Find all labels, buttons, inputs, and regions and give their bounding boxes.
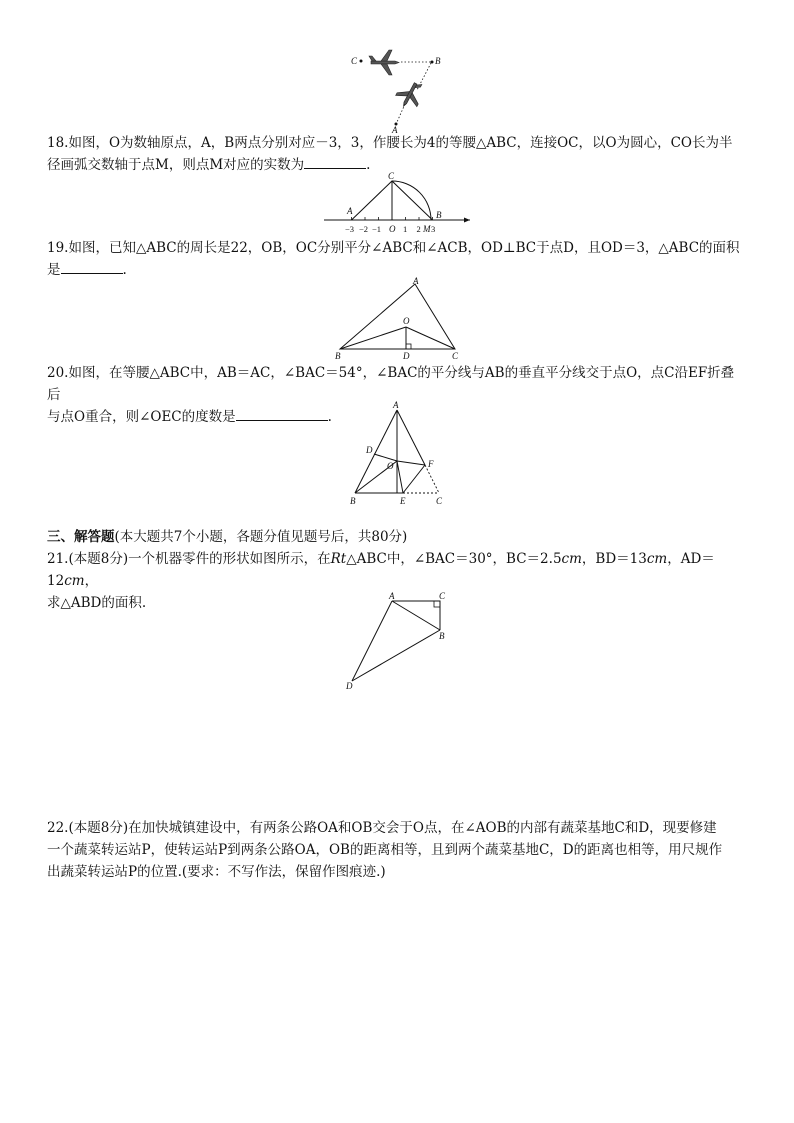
triangle-incenter-figure <box>330 274 470 364</box>
label-a: A <box>389 591 395 601</box>
airplane-icon <box>393 76 427 112</box>
question-22-line3: 出蔬菜转运站P的位置.(要求：不写作法，保留作图痕迹.) <box>47 864 386 880</box>
label-a: A <box>347 206 353 216</box>
label-b: B <box>350 496 356 506</box>
question-20-line1: 20.如图，在等腰△ABC中，AB＝AC，∠BAC＝54°，∠BAC的平分线与AB的垂直平分线交于点O，点C沿EF折叠后 <box>47 365 735 403</box>
tick-label: −2 <box>359 224 369 234</box>
airplane-icon <box>369 50 399 75</box>
label-d: D <box>403 351 410 361</box>
tick-label: 1 <box>403 224 408 234</box>
airplane-figure <box>345 48 455 133</box>
section-title: 三、解答题 <box>47 529 115 545</box>
tick-label: 2 <box>416 224 421 234</box>
answer-blank[interactable] <box>236 406 328 421</box>
label-o: O <box>387 461 394 471</box>
question-22-line1: 22.(本题8分)在加快城镇建设中，有两条公路OA和OB交会于O点，在∠AOB的内部有蔬菜基地C和D，现要修建 <box>47 820 717 836</box>
label-f: F <box>428 459 434 469</box>
label-o: O <box>403 316 410 326</box>
label-b: B <box>436 210 442 220</box>
section-note: (本大题共7个小题，各题分值见题号后，共80分) <box>114 529 408 545</box>
tick-label: −1 <box>372 224 382 234</box>
question-21-line1: 21.(本题8分)一个机器零件的形状如图所示，在Rt△ABC中，∠BAC＝30°，BC＝2.5cm，BD＝13cm，AD＝12cm， <box>47 551 715 589</box>
label-c: C <box>439 591 446 601</box>
label-e: E <box>400 496 406 506</box>
question-18-line2: 径画弧交数轴于点M，则点M对应的实数为 . <box>47 154 747 176</box>
question-19-line2: 是 . <box>47 259 747 281</box>
number-line-figure <box>320 172 475 237</box>
tick-label: −3 <box>345 224 355 234</box>
label-b: B <box>335 351 341 361</box>
section-3-header <box>47 528 407 546</box>
label-a: A <box>393 400 399 410</box>
machine-part-figure <box>340 588 455 693</box>
question-19-line1: 19.如图，已知△ABC的周长是22，OB，OC分别平分∠ABC和∠ACB，OD⊥BC于点D，且OD＝3，△ABC的面积 <box>47 240 740 256</box>
fold-triangle-figure <box>345 398 455 510</box>
label-a: A <box>392 125 398 135</box>
question-20-line2: 与点O重合，则∠OEC的度数是 . <box>47 406 747 428</box>
label-d: D <box>346 681 353 691</box>
label-b: B <box>435 56 441 66</box>
label-m: M <box>423 224 431 234</box>
question-18-line1: 18.如图，O为数轴原点，A，B两点分别对应－3，3，作腰长为4的等腰△ABC，连接OC，以O为圆心，CO长为半 <box>47 135 733 151</box>
label-a: A <box>413 276 419 286</box>
label-c: C <box>388 171 395 181</box>
label-c: C <box>436 496 443 506</box>
label-c: C <box>452 351 459 361</box>
answer-blank[interactable] <box>304 154 366 169</box>
answer-blank[interactable] <box>61 259 123 274</box>
label-o: O <box>389 224 396 234</box>
label-d: D <box>366 445 373 455</box>
question-22 <box>47 817 747 883</box>
label-c: C <box>351 56 358 66</box>
question-22-line2: 一个蔬菜转运站P，使转运站P到两条公路OA，OB的距离相等，且到两个蔬菜基地C，D的距离也相等，用尺规作 <box>47 842 723 858</box>
question-18 <box>47 132 747 176</box>
question-21-line2: 求△ABD的面积. <box>47 595 147 611</box>
label-b: B <box>439 631 445 641</box>
tick-label: 3 <box>431 224 436 234</box>
